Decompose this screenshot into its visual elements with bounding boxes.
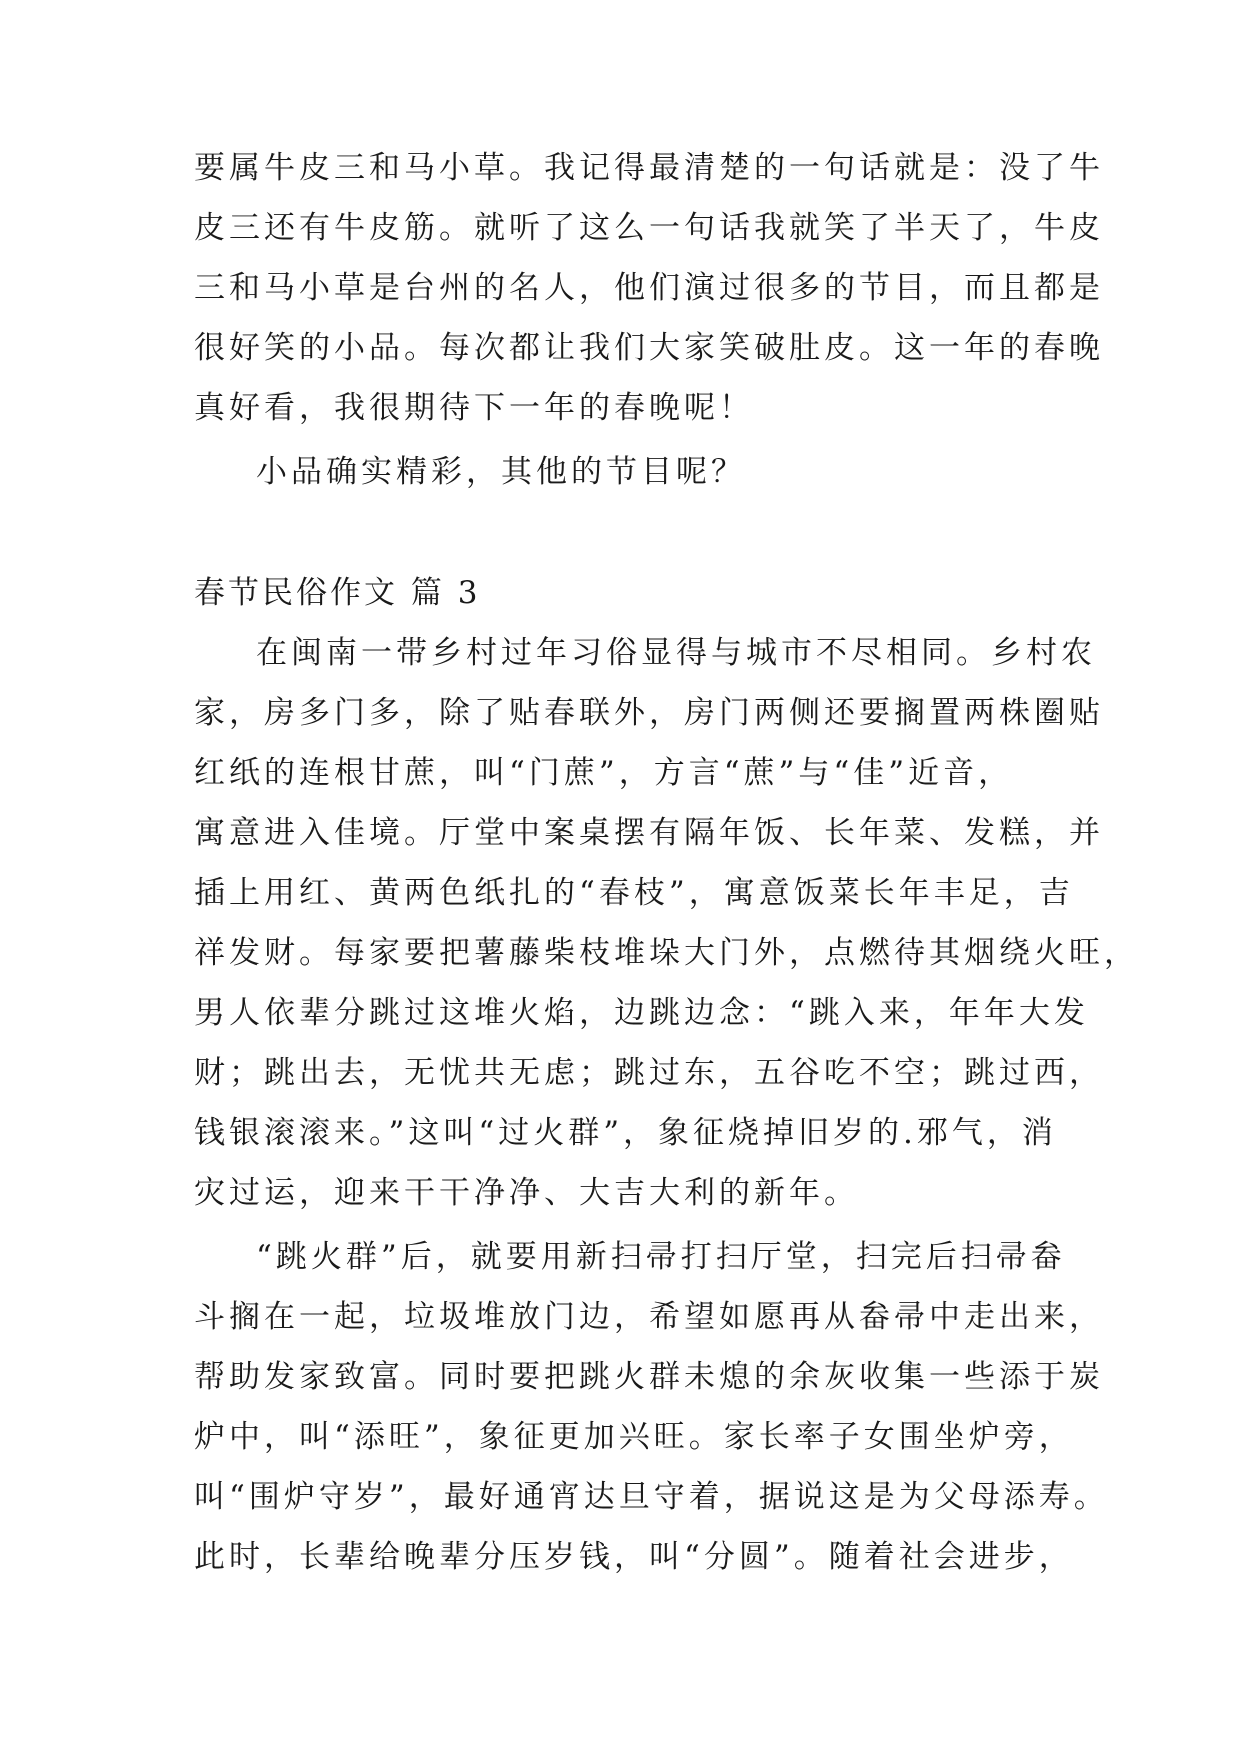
paragraph-line: 真好看，我很期待下一年的春晚呢！ [194, 390, 754, 426]
paragraph-line: 在闽南一带乡村过年习俗显得与城市不尽相同。乡村农 [256, 635, 1096, 671]
paragraph-line: 很好笑的小品。每次都让我们大家笑破肚皮。这一年的春晚 [194, 330, 1104, 366]
paragraph-line: 家，房多门多，除了贴春联外，房门两侧还要搁置两株圈贴 [194, 695, 1104, 731]
paragraph-line: 红纸的连根甘蔗，叫“门蔗”，方言“蔗”与“佳”近音， [194, 755, 1014, 791]
paragraph-line: 祥发财。每家要把薯藤柴枝堆垛大门外，点燃待其烟绕火旺， [194, 935, 1139, 971]
paragraph-line: 此时，长辈给晚辈分压岁钱，叫“分圆”。随着社会进步， [194, 1539, 1074, 1575]
paragraph-line: 男人依辈分跳过这堆火焰，边跳边念：“跳入来，年年大发 [194, 995, 1089, 1031]
section-heading: 春节民俗作文 篇 3 [194, 575, 481, 611]
paragraph-line: 斗搁在一起，垃圾堆放门边，希望如愿再从畚帚中走出来， [194, 1299, 1104, 1335]
paragraph-line: 皮三还有牛皮筋。就听了这么一句话我就笑了半天了，牛皮 [194, 210, 1104, 246]
paragraph-line: 三和马小草是台州的名人，他们演过很多的节目，而且都是 [194, 270, 1104, 306]
paragraph-line: 小品确实精彩，其他的节目呢？ [256, 454, 746, 490]
paragraph-line: 炉中，叫“添旺”，象征更加兴旺。家长率子女围坐炉旁， [194, 1419, 1074, 1455]
paragraph-line: “跳火群”后，就要用新扫帚打扫厅堂，扫完后扫帚畚 [256, 1239, 1066, 1275]
paragraph-line: 钱银滚滚来。”这叫“过火群”，象征烧掉旧岁的.邪气，消 [194, 1115, 1057, 1151]
paragraph-line: 寓意进入佳境。厅堂中案桌摆有隔年饭、长年菜、发糕，并 [194, 815, 1104, 851]
paragraph-line: 叫“围炉守岁”，最好通宵达旦守着，据说这是为父母添寿。 [194, 1479, 1109, 1515]
paragraph-line: 帮助发家致富。同时要把跳火群未熄的余灰收集一些添于炭 [194, 1359, 1104, 1395]
paragraph-line: 要属牛皮三和马小草。我记得最清楚的一句话就是：没了牛 [194, 150, 1104, 186]
paragraph-line: 插上用红、黄两色纸扎的“春枝”，寓意饭菜长年丰足，吉 [194, 875, 1074, 911]
paragraph-line: 财；跳出去，无忧共无虑；跳过东，五谷吃不空；跳过西， [194, 1055, 1104, 1091]
paragraph-line: 灾过运，迎来干干净净、大吉大利的新年。 [194, 1175, 859, 1211]
